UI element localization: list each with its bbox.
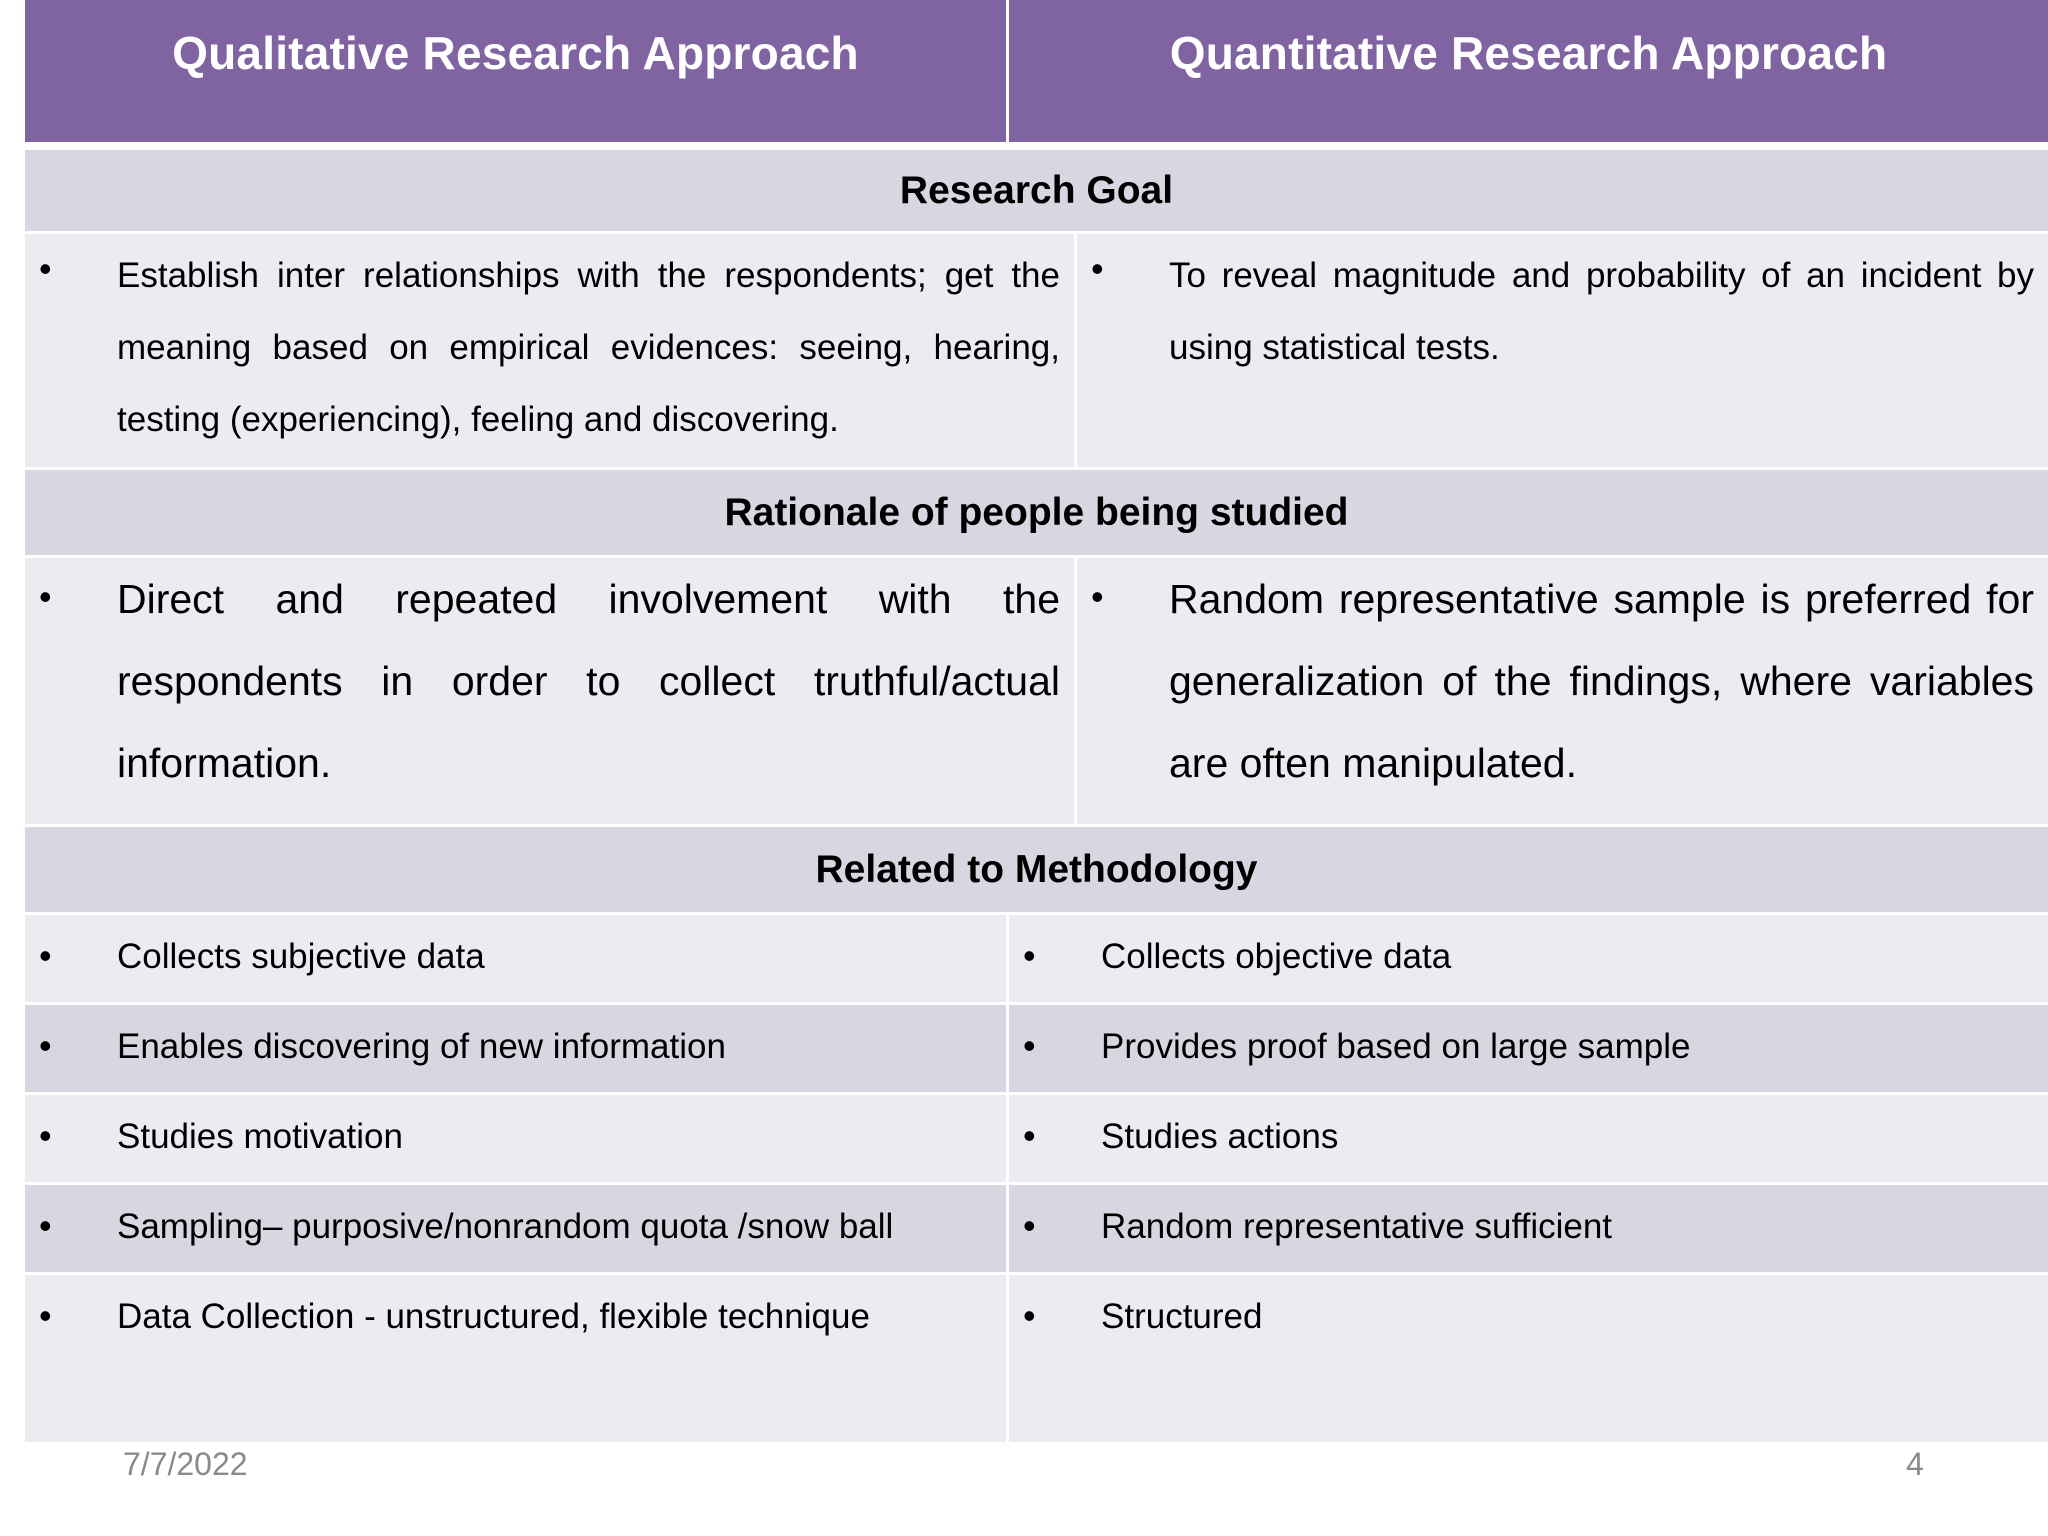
methodology-qualitative-text: Collects subjective data	[117, 937, 485, 976]
bullet-icon: •	[39, 935, 52, 976]
table-row	[25, 915, 2048, 1005]
table-row	[25, 1185, 2048, 1275]
bullet-icon: •	[39, 1295, 52, 1336]
research-goal-quantitative-text: To reveal magnitude and probability of an incident by using statistical tests.	[1169, 256, 2034, 367]
methodology-quantitative-cell	[1009, 915, 2048, 1002]
methodology-qualitative-text: Data Collection - unstructured, flexible technique	[117, 1297, 870, 1336]
table-header	[25, 0, 2048, 142]
methodology-quantitative-text: Collects objective data	[1101, 937, 1452, 976]
methodology-quantitative-cell	[1009, 1275, 2048, 1442]
methodology-quantitative-text: Structured	[1101, 1297, 1263, 1336]
bullet-icon: •	[39, 1115, 52, 1156]
page-number: 4	[1906, 1446, 1924, 1482]
methodology-quantitative-cell	[1009, 1095, 2048, 1182]
rationale-qualitative	[25, 558, 1077, 824]
methodology-quantitative-cell	[1009, 1005, 2048, 1092]
bullet-icon: •	[39, 248, 52, 289]
bullet-icon: •	[1023, 1115, 1036, 1156]
rationale-quantitative	[1077, 558, 2048, 824]
bullet-icon: •	[39, 576, 52, 617]
section-title-research-goal: Research Goal	[25, 150, 2048, 234]
header-quantitative: Quantitative Research Approach	[1169, 27, 1888, 79]
research-goal-row	[25, 234, 2048, 470]
research-goal-qualitative	[25, 234, 1077, 467]
research-goal-quantitative	[1077, 234, 2048, 467]
rationale-row	[25, 558, 2048, 827]
bullet-icon: •	[1023, 1025, 1036, 1066]
bullet-icon: •	[1023, 935, 1036, 976]
research-goal-qualitative-text: Establish inter relationships with the respondents; get the meaning based on empirical evidences: seeing, hearing, testing (experiencing), feeling and discovering.	[117, 256, 1060, 439]
bullet-icon: •	[1091, 248, 1104, 289]
methodology-qualitative-cell	[25, 1275, 1009, 1442]
bullet-icon: •	[1023, 1205, 1036, 1246]
methodology-qualitative-text: Studies motivation	[117, 1117, 403, 1156]
rationale-quantitative-text: Random representative sample is preferred for generalization of the findings, where variables are often manipulated.	[1169, 576, 2034, 786]
header-qualitative: Qualitative Research Approach	[25, 0, 1009, 142]
bullet-icon: •	[39, 1025, 52, 1066]
methodology-qualitative-cell	[25, 1095, 1009, 1182]
methodology-qualitative-text: Enables discovering of new information	[117, 1027, 726, 1066]
header-divider	[25, 142, 2048, 150]
table-row	[25, 1095, 2048, 1185]
table-row	[25, 1005, 2048, 1095]
bullet-icon: •	[1023, 1295, 1036, 1336]
bullet-icon: •	[1091, 576, 1104, 617]
comparison-table	[25, 0, 2048, 1442]
table-row	[25, 1275, 2048, 1442]
section-title-rationale: Rationale of people being studied	[25, 470, 2048, 558]
section-title-methodology: Related to Methodology	[25, 827, 2048, 915]
footer-date: 7/7/2022	[123, 1446, 248, 1482]
methodology-qualitative-cell	[25, 1005, 1009, 1092]
methodology-qualitative-cell	[25, 915, 1009, 1002]
bullet-icon: •	[39, 1205, 52, 1246]
methodology-quantitative-cell	[1009, 1185, 2048, 1272]
rationale-qualitative-text: Direct and repeated involvement with the respondents in order to collect truthful/actual information.	[117, 576, 1060, 786]
methodology-qualitative-text: Sampling– purposive/nonrandom quota /snow ball	[117, 1207, 894, 1246]
methodology-qualitative-cell	[25, 1185, 1009, 1272]
methodology-quantitative-text: Provides proof based on large sample	[1101, 1027, 1691, 1066]
methodology-quantitative-text: Studies actions	[1101, 1117, 1339, 1156]
methodology-quantitative-text: Random representative sufficient	[1101, 1207, 1613, 1246]
